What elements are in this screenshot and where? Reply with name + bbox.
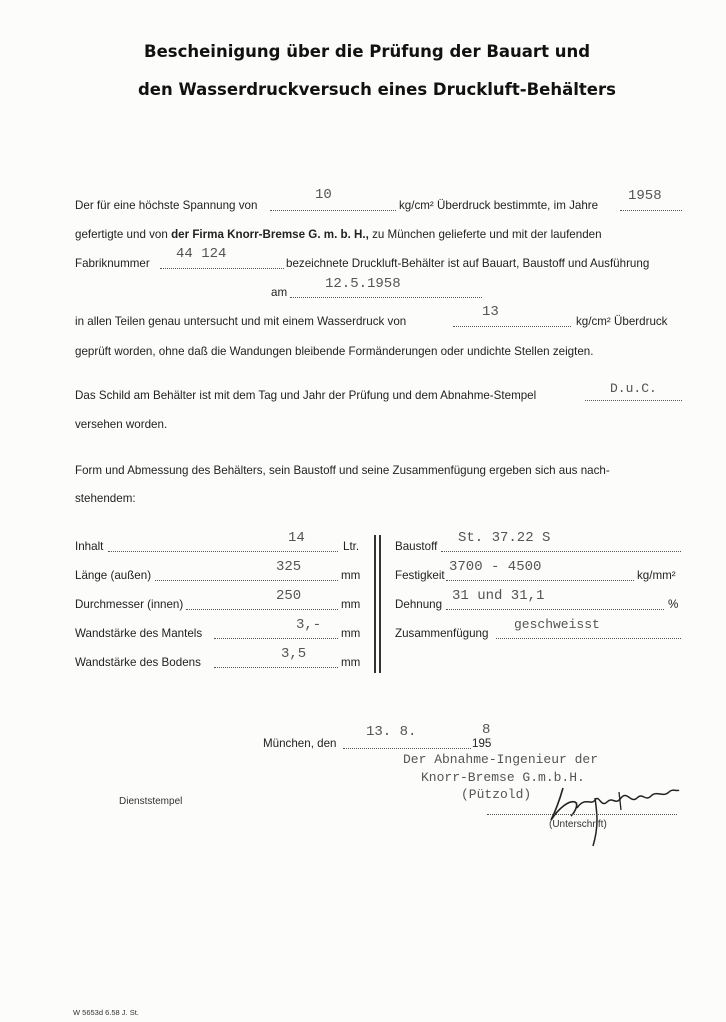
right-label: Dehnung xyxy=(395,598,443,611)
year-line xyxy=(620,210,682,211)
test-date-value: 12.5.1958 xyxy=(325,276,401,292)
signature-line xyxy=(487,814,677,815)
firm-name: der Firma Knorr-Bremse G. m. b. H., xyxy=(171,228,369,241)
document-title-line2: den Wasserdruckversuch eines Druckluft-Behälters xyxy=(138,80,616,99)
pressure-line xyxy=(270,210,396,211)
table-separator-left xyxy=(374,535,376,673)
right-unit: kg/mm² xyxy=(637,569,676,582)
right-row-line xyxy=(441,551,681,552)
footer-year-digit: 8 xyxy=(482,722,491,738)
year-value: 1958 xyxy=(628,188,662,204)
dienststempel-label: Dienststempel xyxy=(119,796,183,807)
para1-text-7: am xyxy=(271,286,288,299)
right-label: Baustoff xyxy=(395,540,438,553)
unterschrift-label: (Unterschrift) xyxy=(549,819,607,830)
para1-text-2: kg/cm² Überdruck bestimmte, im Jahre xyxy=(399,199,599,212)
document-title-line1: Bescheinigung über die Prüfung der Bauart und xyxy=(144,42,591,61)
place-date-label: München, den xyxy=(263,737,337,750)
para2-text-1: Das Schild am Behälter ist mit dem Tag und Jahr der Prüfung und dem Abnahme-Stempel xyxy=(75,389,537,402)
stamp-value: D.u.C. xyxy=(610,381,657,396)
left-unit: mm xyxy=(341,598,361,611)
test-pressure-line xyxy=(453,326,571,327)
para1-text-1: Der für eine höchste Spannung von xyxy=(75,199,258,212)
date-line xyxy=(290,297,482,298)
para3-text-1: Form und Abmessung des Behälters, sein Baustoff und seine Zusammenfügung ergeben sich aus nach- xyxy=(75,464,610,477)
pressure-value: 10 xyxy=(315,187,332,203)
form-code: W 5653d 6.58 J. St. xyxy=(73,1008,139,1017)
footer-year-prefix: 195 xyxy=(472,737,492,750)
para1-text-6: bezeichnete Druckluft-Behälter ist auf Bauart, Baustoff und Ausführung xyxy=(286,257,650,270)
left-label: Inhalt xyxy=(75,540,104,553)
right-unit: % xyxy=(668,598,679,611)
left-value: 325 xyxy=(276,559,302,575)
left-label: Länge (außen) xyxy=(75,569,152,582)
serial-line xyxy=(160,268,284,269)
left-value: 3,- xyxy=(296,617,322,633)
para1-produced-text: gefertigte und von xyxy=(75,228,168,241)
footer-date-line xyxy=(343,748,471,749)
table-separator-right xyxy=(379,535,381,673)
para1-delivered-text: zu München gelieferte und mit der laufenden xyxy=(372,228,602,241)
left-row-line xyxy=(108,551,338,552)
left-value: 14 xyxy=(288,530,305,546)
left-row-line xyxy=(186,609,338,610)
left-unit: mm xyxy=(341,569,361,582)
footer-date-value: 13. 8. xyxy=(366,724,417,740)
para1-text-8: in allen Teilen genau untersucht und mit einem Wasserdruck von xyxy=(75,315,407,328)
right-row-line xyxy=(496,638,681,639)
right-label: Zusammenfügung xyxy=(395,627,489,640)
left-label: Durchmesser (innen) xyxy=(75,598,184,611)
para1-text-5: Fabriknummer xyxy=(75,257,150,270)
right-value: 31 und 31,1 xyxy=(452,588,545,604)
stamp-text-line2: Knorr-Bremse G.m.b.H. xyxy=(421,770,585,785)
test-pressure-value: 13 xyxy=(482,304,499,320)
left-unit: mm xyxy=(341,627,361,640)
right-value: 3700 - 4500 xyxy=(449,559,542,575)
right-value: St. 37.22 S xyxy=(458,530,551,546)
left-row-line xyxy=(155,580,338,581)
para1-text-3 xyxy=(75,228,602,241)
right-row-line xyxy=(446,580,634,581)
serial-value: 44 124 xyxy=(176,246,227,262)
para2-text-2: versehen worden. xyxy=(75,418,168,431)
right-row-line xyxy=(446,609,664,610)
left-unit: mm xyxy=(341,656,361,669)
right-label: Festigkeit xyxy=(395,569,445,582)
stamp-text-line3: (Pützold) xyxy=(461,787,532,802)
left-value: 250 xyxy=(276,588,302,604)
stamp-text-line1: Der Abnahme-Ingenieur der xyxy=(403,752,599,767)
para1-text-9: kg/cm² Überdruck xyxy=(576,315,668,328)
left-label: Wandstärke des Mantels xyxy=(75,627,203,640)
right-value: geschweisst xyxy=(514,617,600,632)
stamp-line xyxy=(585,400,682,401)
para3-text-2: stehendem: xyxy=(75,492,136,505)
left-unit: Ltr. xyxy=(343,540,360,553)
left-label: Wandstärke des Bodens xyxy=(75,656,201,669)
left-row-line xyxy=(214,638,338,639)
left-row-line xyxy=(214,667,338,668)
para1-text-10: geprüft worden, ohne daß die Wandungen bleibende Formänderungen oder undichte Stellen zeigten. xyxy=(75,345,594,358)
left-value: 3,5 xyxy=(281,646,307,662)
